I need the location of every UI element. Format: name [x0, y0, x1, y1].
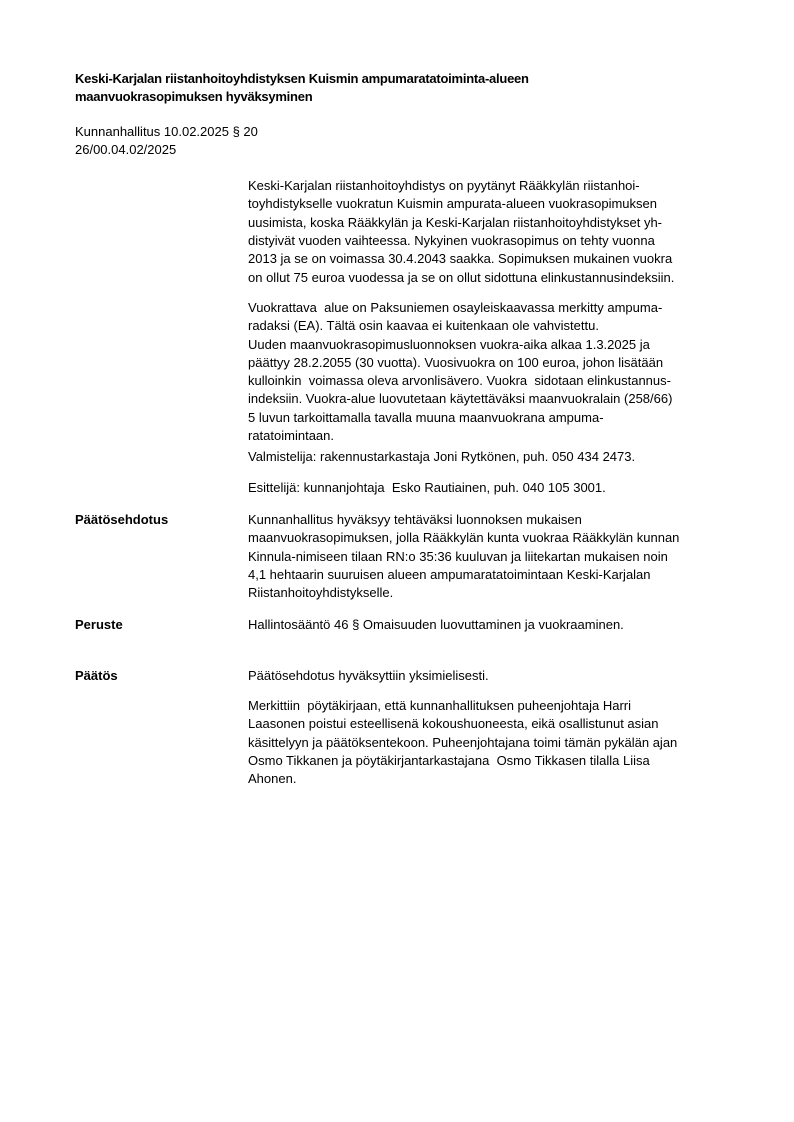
text-line: indeksiin. Vuokra-alue luovutetaan käytettäväksi maanvuokralain (258/66) [248, 391, 673, 407]
text-line: Uuden maanvuokrasopimusluonnoksen vuokra-aika alkaa 1.3.2025 ja [248, 336, 650, 352]
text-line: ratatoimintaan. [248, 428, 334, 444]
text-line: Hallintosääntö 46 § Omaisuuden luovuttaminen ja vuokraaminen. [248, 617, 624, 633]
text-line: Esittelijä: kunnanjohtaja Esko Rautiainen, puh. 040 105 3001. [248, 479, 606, 495]
section-body [248, 667, 750, 789]
document-title [75, 70, 750, 107]
document-sections [75, 177, 750, 788]
section-paatosehdotus [75, 511, 750, 602]
text-line: Riistanhoitoyhdistykselle. [248, 585, 394, 601]
section-label: Päätösehdotus [75, 511, 169, 527]
text-line: uusimista, koska Rääkkylän ja Keski-Karjalan riistanhoitoyhdistykset yh- [248, 214, 663, 230]
title-line-2: maanvuokrasopimuksen hyväksyminen [75, 89, 313, 105]
section-body [248, 177, 750, 497]
section-body [248, 511, 750, 602]
section-peruste [75, 616, 750, 634]
text-line: Valmistelija: rakennustarkastaja Joni Rytkönen, puh. 050 434 2473. [248, 449, 636, 465]
title-line-1: Keski-Karjalan riistanhoitoyhdistyksen Kuismin ampumaratatoiminta-alueen [75, 71, 529, 86]
paragraph [248, 479, 750, 497]
text-line: kulloinkin voimassa oleva arvonlisävero. Vuokra sidotaan elinkustannus- [248, 373, 671, 389]
text-line: 4,1 hehtaarin suuruisen alueen ampumaratatoimintaan Keski-Karjalan [248, 566, 651, 582]
text-line: Vuokrattava alue on Paksuniemen osayleiskaavassa merkitty ampuma- [248, 299, 663, 315]
text-line: Päätösehdotus hyväksyttiin yksimielisesti. [248, 667, 489, 683]
text-line: distyivät vuoden vaihteessa. Nykyinen vuokrasopimus on tehty vuonna [248, 233, 655, 249]
paragraph [248, 511, 750, 602]
text-line: 2013 ja se on voimassa 30.4.2043 saakka. Sopimuksen mukainen vuokra [248, 251, 673, 267]
document-meta [75, 123, 750, 160]
paragraph [248, 448, 750, 466]
section-paatos [75, 667, 750, 789]
text-line: Kunnanhallitus hyväksyy tehtäväksi luonnoksen mukaisen [248, 511, 582, 527]
paragraph [248, 616, 750, 634]
section-label: Päätös [75, 667, 118, 683]
text-line: Ahonen. [248, 771, 297, 787]
meta-record-number: 26/00.04.02/2025 [75, 141, 177, 157]
text-line: on ollut 75 euroa vuodessa ja se on ollut sidottuna elinkustannusindeksiin. [248, 269, 675, 285]
text-line: Kinnula-nimiseen tilaan RN:o 35:36 kuuluvan ja liitekartan mukaisen noin [248, 548, 668, 564]
text-line: käsittelyyn ja päätöksentekoon. Puheenjohtajana toimi tämän pykälän ajan [248, 734, 678, 750]
text-line: Laasonen poistui esteellisenä kokoushuoneesta, eikä osallistunut asian [248, 716, 659, 732]
paragraph [248, 697, 750, 788]
section-label: Peruste [75, 617, 123, 633]
text-line: Merkittiin pöytäkirjaan, että kunnanhallituksen puheenjohtaja Harri [248, 698, 631, 714]
text-line: maanvuokrasopimuksen, jolla Rääkkylän kunta vuokraa Rääkkylän kunnan [248, 530, 680, 546]
paragraph [248, 667, 750, 685]
text-line: Keski-Karjalan riistanhoitoyhdistys on pyytänyt Rääkkylän riistanhoi- [248, 178, 640, 194]
meta-board-and-date: Kunnanhallitus 10.02.2025 § 20 [75, 123, 258, 139]
section-body [248, 616, 750, 634]
text-line: toyhdistykselle vuokratun Kuismin ampurata-alueen vuokrasopimuksen [248, 196, 657, 212]
paragraph [248, 299, 750, 445]
text-line: päättyy 28.2.2055 (30 vuotta). Vuosivuokra on 100 euroa, johon lisätään [248, 354, 664, 370]
text-line: 5 luvun tarkoittamalla tavalla muuna maanvuokrana ampuma- [248, 409, 604, 425]
text-line: radaksi (EA). Tältä osin kaavaa ei kuitenkaan ole vahvistettu. [248, 318, 599, 334]
text-line: Osmo Tikkanen ja pöytäkirjantarkastajana Osmo Tikkasen tilalla Liisa [248, 752, 650, 768]
section-intro [75, 177, 750, 497]
paragraph [248, 177, 750, 287]
